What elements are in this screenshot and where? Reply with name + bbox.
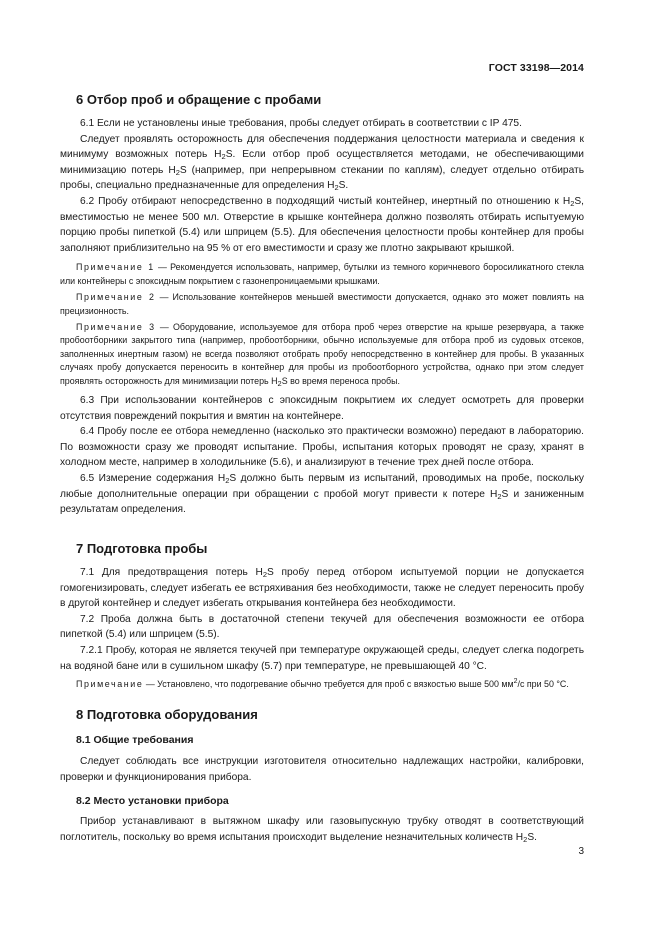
note-7-label: Примечание: [76, 679, 144, 690]
section-7-body: [60, 565, 584, 692]
subsection-8-1: [60, 733, 584, 747]
note-3: Примечание 3 — Оборудование, используемое для отбора проб через отверстие на крыше резервуара, а также пробоотборники закрытого типа (например, пробоотборники, обычно используемые для отбора проб из судовых отсеков, заполненных инертным газом) не всегда позволяют отобрать пробу непосредственно в контейнер для пробы. В указанных случаях пробу допускается переносить в контейнер для пробы из пробоотборного устройства, однако при этом следует проявлять осторожность для минимизации потерь $H_2S$ во время переноса пробы.: [60, 321, 584, 388]
section-7: [60, 541, 584, 557]
para-7-2: 7.2 Проба должна быть в достаточной степени текучей для обеспечения возможности ее отбора пипеткой (5.4) или шприцем (5.5).: [60, 613, 584, 641]
section-7-heading: 7 Подготовка пробы: [76, 541, 208, 556]
subsection-8-1-body: [60, 754, 584, 785]
para-6-1-cont: Следует проявлять осторожность для обеспечения поддержания целостности материала и сведения к минимуму возможных потерь $H_2S$. Если отбор проб осуществляется методами, не обеспечивающими минимизацию потерь $H_2S$ (например, при непрерывном стекании по каплям), следует отдельно отбирать пробы, специально предназначенные для определения $H_2S$.: [60, 133, 584, 193]
para-8-2: Прибор устанавливают в вытяжном шкафу или газовыпускную трубку отводят в соответствующий поглотитель, поскольку во время испытания происходит выделение незначительных количеств $H_2S$.: [60, 816, 584, 844]
para-6-4: 6.4 Пробу после ее отбора немедленно (насколько это практически возможно) передают в лабораторию. По возможности сразу же проводят испытание. Пробы, испытания которых проводят не сразу, хранят в холодном месте, например в холодильнике (5.6), и анализируют в течение трех дней после отбора.: [60, 426, 584, 469]
document-header-id: ГОСТ 33198—2014: [488, 62, 584, 74]
note-2-label: Примечание 2: [76, 292, 156, 303]
note-1: Примечание 1 — Рекомендуется использовать, например, бутылки из темного коричневого боросиликатного стекла или контейнеры с эпоксидным покрытием с газонепроницаемыми крышками.: [60, 262, 584, 286]
section-8-heading: 8 Подготовка оборудования: [76, 707, 258, 722]
note-3-label: Примечание 3: [76, 321, 156, 332]
page-number: 3: [578, 846, 584, 857]
section-6: [60, 92, 584, 108]
section-8: [60, 707, 584, 723]
para-6-5: 6.5 Измерение содержания $H_2S$ должно быть первым из испытаний, проводимых на пробе, поскольку любые дополнительные операции при обращении с пробой могут привести к потере $H_2S$ и заниженным результатам определения.: [60, 472, 585, 516]
subsection-8-1-heading: 8.1 Общие требования: [76, 734, 194, 746]
para-6-2: 6.2 Пробу отбирают непосредственно в подходящий чистый контейнер, инертный по отношению к $H_2S$, вместимостью не менее 500 мл. Отверстие в крышке контейнера должно позволять отбирать испытуемую порцию пробы пипеткой (5.4) или шприцем (5.5). Для обеспечения целостности пробы контейнер для пробы заполняют приблизительно на 95 % от его вместимости и сразу же плотно закрывают крышкой.: [60, 195, 584, 254]
para-6-1: 6.1 Если не установлены иные требования, пробы следует отбирать в соответствии с IP 475.: [80, 118, 522, 129]
note-7: Примечание — Установлено, что подогревание обычно требуется для проб с вязкостью выше 500 $мм^2/с$ при 50 °С.: [76, 678, 569, 690]
subsection-8-2: [60, 794, 584, 808]
section-6-body: [60, 116, 584, 518]
para-7-1: 7.1 Для предотвращения потерь $H_2S$ пробу перед отбором испытуемой порции не допускается гомогенизировать, следует избегать ее встряхивания без необходимости, также не следует переносить пробу в другой контейнер и следует избегать открывания контейнера без необходимости.: [60, 567, 585, 610]
note-2: Примечание 2 — Использование контейнеров меньшей вместимости допускается, однако это может повлиять на прецизионность.: [60, 292, 584, 316]
para-8-1: Следует соблюдать все инструкции изготовителя относительно надлежащих настройки, калибровки, проверки и функционирования прибора.: [60, 756, 584, 783]
para-7-2-1: 7.2.1 Пробу, которая не является текучей при температуре окружающей среды, следует слегка подогреть на водяной бане или в сушильном шкафу (5.7) при температуре, не превышающей 40 °С.: [60, 644, 584, 672]
section-6-heading: 6 Отбор проб и обращение с пробами: [76, 92, 322, 107]
subsection-8-2-heading: 8.2 Место установки прибора: [76, 795, 229, 807]
para-6-3: 6.3 При использовании контейнеров с эпоксидным покрытием их следует осмотреть для проверки отсутствия повреждений покрытия и вмятин на контейнере.: [60, 395, 584, 422]
note-1-label: Примечание 1: [76, 262, 155, 273]
subsection-8-2-body: [60, 814, 584, 845]
